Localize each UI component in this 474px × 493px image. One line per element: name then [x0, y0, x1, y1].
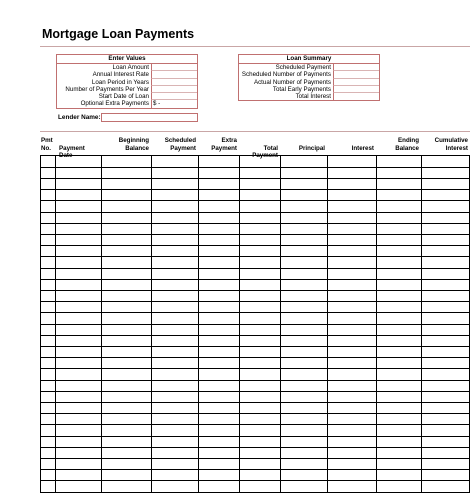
column-header-line: Payment Date	[59, 144, 85, 160]
loan-summary-value-cell[interactable]	[333, 86, 379, 93]
loan-summary-value-cell[interactable]	[333, 93, 379, 100]
column-header-line: Pmt	[41, 137, 53, 144]
table-row-divider	[41, 212, 469, 213]
table-row-divider	[41, 480, 469, 481]
enter-values-value-cell[interactable]	[151, 79, 197, 86]
table-row-divider	[41, 391, 469, 392]
table-row-divider	[41, 324, 469, 325]
enter-values-row	[57, 100, 197, 107]
enter-values-value-cell[interactable]	[151, 86, 197, 93]
loan-summary-heading: Loan Summary	[239, 55, 379, 64]
enter-values-row	[57, 64, 197, 71]
table-row-divider	[41, 424, 469, 425]
column-header-line: No.	[41, 144, 51, 152]
loan-summary-row	[239, 64, 379, 71]
table-row-divider	[41, 223, 469, 224]
column-header-line: Extra	[221, 137, 237, 144]
column-header	[151, 137, 196, 152]
column-header	[327, 137, 374, 152]
column-header-line: Payment	[170, 144, 196, 152]
column-header	[280, 137, 325, 152]
table-row-divider	[41, 346, 469, 347]
table-row-divider	[41, 312, 469, 313]
loan-summary-value-cell[interactable]	[333, 79, 379, 86]
column-header-line: Principal	[298, 144, 325, 152]
column-header-line: Beginning	[118, 137, 149, 144]
loan-summary-label: Total Interest	[295, 93, 331, 101]
table-row-divider	[41, 290, 469, 291]
column-header-line: Interest	[351, 144, 374, 152]
table-row-divider	[41, 279, 469, 280]
enter-values-value-cell[interactable]: $ -	[151, 100, 197, 107]
schedule-grid	[40, 155, 470, 493]
table-row-divider	[41, 447, 469, 448]
enter-values-label: Number of Payments Per Year	[65, 85, 149, 93]
loan-summary-box	[238, 54, 380, 101]
loan-summary-label: Scheduled Number of Payments	[241, 71, 331, 79]
column-header-line	[327, 137, 374, 145]
enter-values-row	[57, 93, 197, 100]
table-row-divider	[41, 335, 469, 336]
table-row-divider	[41, 256, 469, 257]
column-header	[101, 137, 149, 152]
column-header-line: Interest	[445, 144, 468, 152]
table-row-divider	[41, 469, 469, 470]
table-row-divider	[41, 301, 469, 302]
page-title: Mortgage Loan Payments	[42, 27, 195, 41]
table-row-divider	[41, 458, 469, 459]
enter-values-value-cell[interactable]	[151, 71, 197, 78]
loan-summary-label: Total Early Payments	[272, 85, 331, 93]
table-row-divider	[41, 357, 469, 358]
column-header-line	[239, 137, 278, 145]
enter-values-label: Start Date of Loan	[98, 93, 149, 101]
loan-summary-label: Scheduled Payment	[275, 64, 331, 71]
schedule-divider	[40, 131, 470, 132]
title-divider	[40, 46, 470, 47]
column-header-line: Balance	[395, 144, 419, 152]
loan-summary-row	[239, 86, 379, 93]
lender-name-field[interactable]	[101, 113, 198, 122]
lender-name-label: Lender Name:	[58, 114, 101, 121]
enter-values-label: Loan Period in Years	[91, 78, 149, 86]
loan-summary-value-cell[interactable]	[333, 64, 379, 71]
enter-values-heading: Enter Values	[57, 55, 197, 64]
column-header	[41, 137, 53, 152]
loan-summary-label: Actual Number of Payments	[253, 78, 331, 86]
table-row-divider	[41, 380, 469, 381]
table-row-divider	[41, 368, 469, 369]
column-header-line: Total Payment	[252, 144, 278, 160]
enter-values-label: Loan Amount	[112, 64, 149, 71]
table-row-divider	[41, 436, 469, 437]
enter-values-value-cell[interactable]	[151, 93, 197, 100]
column-header-line: Ending	[398, 137, 419, 144]
table-row-divider	[41, 167, 469, 168]
column-header-line	[280, 137, 325, 145]
loan-summary-row	[239, 79, 379, 86]
table-row-divider	[41, 200, 469, 201]
table-row-divider	[41, 189, 469, 190]
enter-values-row	[57, 71, 197, 78]
enter-values-label: Annual Interest Rate	[92, 71, 149, 79]
loan-summary-row	[239, 71, 379, 78]
column-header	[198, 137, 237, 152]
table-row-divider	[41, 413, 469, 414]
table-row-divider	[41, 178, 469, 179]
enter-values-row	[57, 86, 197, 93]
column-header-line	[59, 137, 85, 145]
column-header	[376, 137, 419, 152]
table-row-divider	[41, 268, 469, 269]
table-row-divider	[41, 234, 469, 235]
table-row-divider	[41, 245, 469, 246]
column-header-line: Payment	[211, 144, 237, 152]
enter-values-row	[57, 79, 197, 86]
column-header-line: Balance	[125, 144, 149, 152]
column-header-line: Cumulative	[434, 137, 468, 144]
table-row-divider	[41, 402, 469, 403]
enter-values-box	[56, 54, 198, 109]
loan-summary-value-cell[interactable]	[333, 71, 379, 78]
column-header-line: Scheduled	[164, 137, 196, 144]
enter-values-label: Optional Extra Payments	[80, 100, 149, 108]
loan-summary-row	[239, 93, 379, 100]
column-header	[421, 137, 468, 152]
enter-values-value-cell[interactable]	[151, 64, 197, 71]
